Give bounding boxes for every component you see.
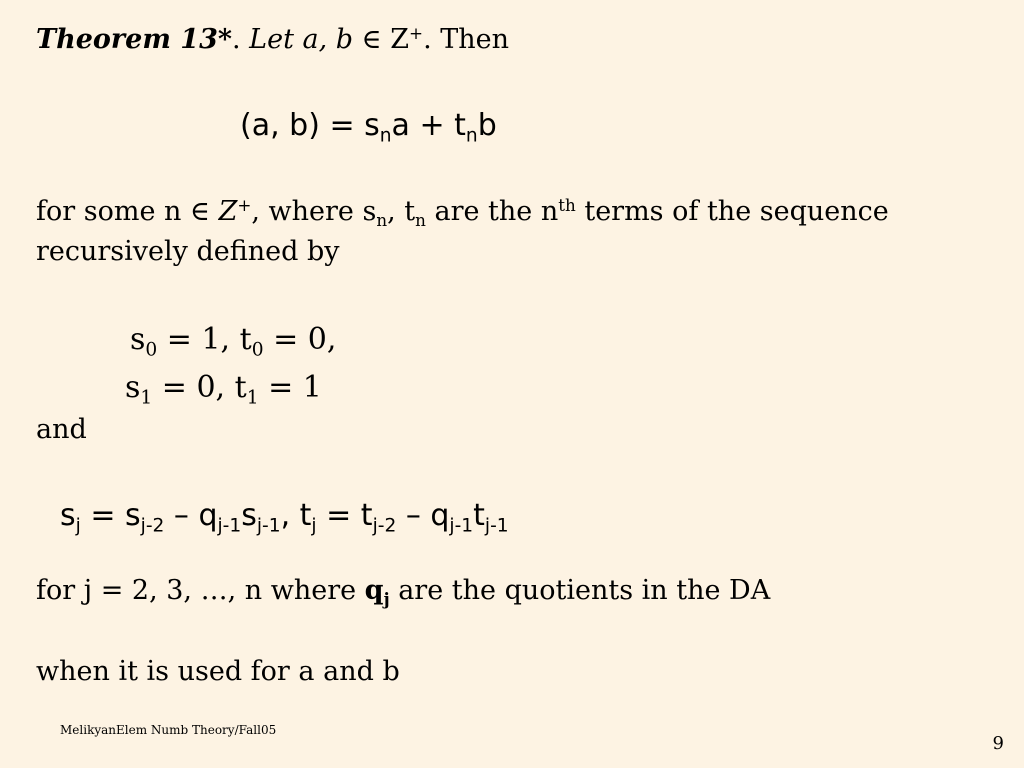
para1-sub-n1: n bbox=[376, 209, 388, 230]
recur-sub-4: j-1 bbox=[256, 515, 281, 537]
recur-part-6: = t bbox=[316, 498, 373, 533]
recur-sub-7: j-1 bbox=[449, 515, 474, 537]
main-eq-mid: a + t bbox=[391, 108, 466, 143]
element-of-symbol: ∈ bbox=[361, 24, 382, 55]
main-eq-sub-t: n bbox=[465, 125, 478, 147]
slide-footer: MelikyanElem Numb Theory/Fall05 bbox=[60, 723, 277, 737]
init1-s: s bbox=[130, 322, 146, 357]
para1-element-of: ∈ bbox=[189, 196, 210, 227]
para2-q: q bbox=[364, 575, 384, 606]
theorem-title: Theorem 13* bbox=[36, 24, 232, 55]
init1-t-sub: 0 bbox=[251, 339, 264, 361]
init2-t-sub: 1 bbox=[246, 387, 259, 409]
paragraph-1 bbox=[36, 196, 889, 228]
para2-text-2: are the quotients in the DA bbox=[389, 575, 771, 606]
para1-set-sup: + bbox=[237, 194, 252, 215]
para2-q-sub: j bbox=[383, 588, 390, 609]
init1-s-val: = 1, t bbox=[157, 322, 252, 357]
main-equation bbox=[240, 108, 497, 147]
para1-text-2: , where s bbox=[251, 196, 377, 227]
init1-s-sub: 0 bbox=[145, 339, 158, 361]
recur-part-2: = s bbox=[80, 498, 141, 533]
theorem-vars: a, b bbox=[302, 24, 354, 55]
para2-text-1: for j = 2, 3, …, n where bbox=[36, 575, 365, 606]
set-z: Z bbox=[390, 24, 410, 55]
page-number: 9 bbox=[992, 733, 1004, 754]
para1-text-3: , t bbox=[387, 196, 416, 227]
init2-t-val: = 1 bbox=[258, 370, 322, 405]
theorem-let: Let bbox=[249, 24, 294, 55]
init2-s-val: = 0, t bbox=[152, 370, 247, 405]
para1-sub-n2: n bbox=[415, 209, 426, 230]
theorem-period: . bbox=[231, 24, 241, 55]
initial-condition-1 bbox=[130, 322, 337, 361]
paragraph-2 bbox=[36, 575, 770, 607]
init2-s-sub: 1 bbox=[140, 387, 153, 409]
para1-set-z: Z bbox=[209, 196, 238, 227]
initial-condition-2 bbox=[125, 370, 322, 409]
recur-sub-3: j-1 bbox=[217, 515, 242, 537]
recur-sub-2: j-2 bbox=[140, 515, 165, 537]
paragraph-1-line-2: recursively defined by bbox=[36, 236, 340, 267]
recurrence-equation bbox=[60, 498, 509, 537]
main-eq-lhs: (a, b) = s bbox=[240, 108, 380, 143]
theorem-then: . Then bbox=[423, 24, 509, 55]
para1-text-4: are the n bbox=[425, 196, 559, 227]
main-eq-end: b bbox=[477, 108, 497, 143]
recur-sub-1: j bbox=[75, 515, 81, 537]
para1-text-5: terms of the sequence bbox=[575, 196, 889, 227]
recur-part-8: t bbox=[473, 498, 485, 533]
and-text: and bbox=[36, 414, 87, 445]
recur-part-5: , t bbox=[280, 498, 312, 533]
recur-sub-5: j bbox=[311, 515, 317, 537]
theorem-heading bbox=[36, 24, 509, 56]
recur-part-7: – q bbox=[396, 498, 450, 533]
paragraph-3: when it is used for a and b bbox=[36, 656, 400, 687]
para1-sup-th: th bbox=[558, 194, 576, 215]
recur-sub-8: j-1 bbox=[484, 515, 509, 537]
recur-part-4: s bbox=[241, 498, 257, 533]
recur-part-3: – q bbox=[164, 498, 218, 533]
set-z-sup: + bbox=[409, 22, 424, 43]
init1-t-val: = 0, bbox=[263, 322, 337, 357]
para1-text-1: for some n bbox=[36, 196, 190, 227]
recur-s: s bbox=[60, 498, 76, 533]
init2-s: s bbox=[125, 370, 141, 405]
recur-sub-6: j-2 bbox=[372, 515, 397, 537]
main-eq-sub-s: n bbox=[379, 125, 392, 147]
